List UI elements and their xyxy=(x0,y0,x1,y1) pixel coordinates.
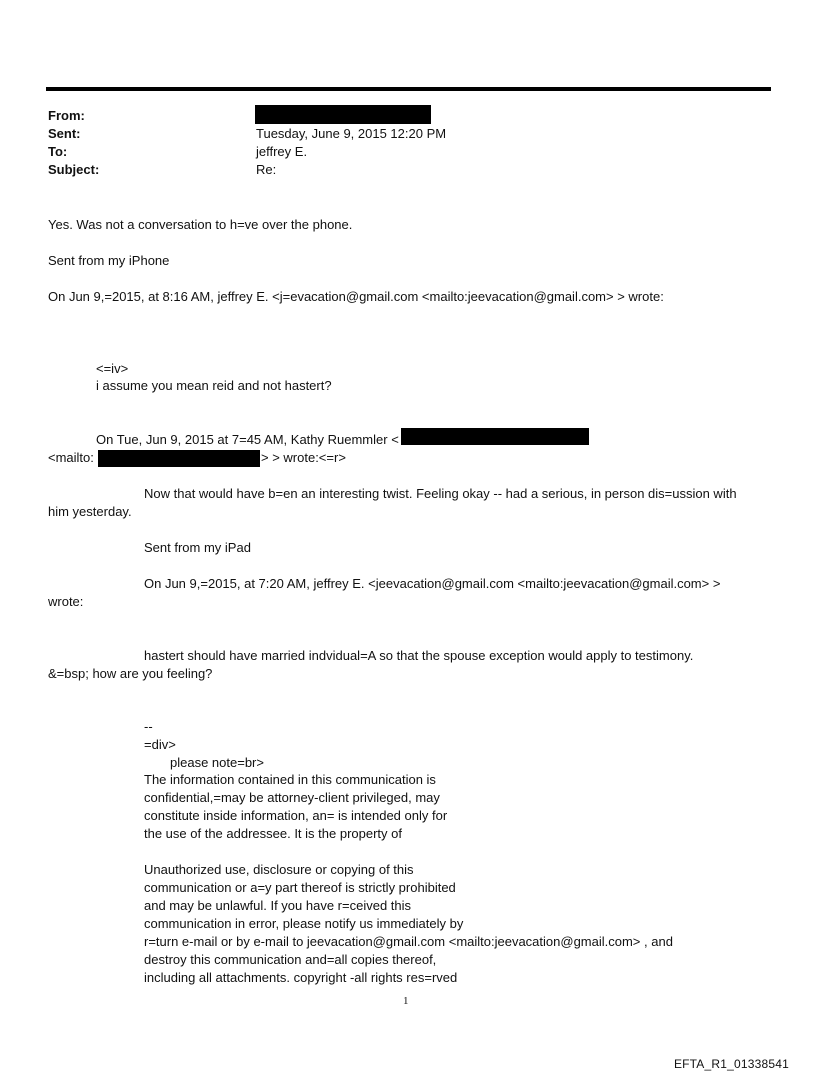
mailto-suffix: > > wrote:<=r> xyxy=(261,450,346,465)
original-message-line2: &=bsp; how are you feeling? xyxy=(48,666,213,681)
header-rule xyxy=(46,87,771,91)
disclaimer-line: destroy this communication and=all copies thereof, xyxy=(144,952,437,967)
to-value: jeffrey E. xyxy=(256,144,308,159)
div-fragment: <=iv> xyxy=(96,361,129,376)
from-label: From: xyxy=(48,108,85,123)
email-redaction-2 xyxy=(98,450,260,467)
sent-value: Tuesday, June 9, 2015 12:20 PM xyxy=(256,126,447,141)
ipad-signature: Sent from my iPad xyxy=(144,540,251,555)
quoted-reply-line2: him yesterday. xyxy=(48,504,132,519)
quoted-question: i assume you mean reid and not hastert? xyxy=(96,378,332,393)
email-redaction-1 xyxy=(401,428,589,445)
disclaimer-line: the use of the addressee. It is the property of xyxy=(144,826,402,841)
div-fragment-2: =div> xyxy=(144,737,176,752)
disclaimer-line: and may be unlawful. If you have r=ceived this xyxy=(144,898,412,913)
disclaimer-line: The information contained in this communication is xyxy=(144,772,436,787)
quote-header-2: On Tue, Jun 9, 2015 at 7=45 AM, Kathy Ruemmler < xyxy=(96,432,399,447)
page-number: 1 xyxy=(403,995,409,1007)
quote-header-1: On Jun 9,=2015, at 8:16 AM, jeffrey E. <j=evacation@gmail.com <mailto:jeevacation@gmail.com> > wrote: xyxy=(48,289,664,304)
subject-value: Re: xyxy=(256,162,277,177)
original-message-line1: hastert should have married indvidual=A so that the spouse exception would apply to testimony. xyxy=(144,648,694,663)
quote-header-3: On Jun 9,=2015, at 7:20 AM, jeffrey E. <jeevacation@gmail.com <mailto:jeevacation@gmail.com> > xyxy=(144,576,721,591)
signature-separator: -- xyxy=(144,719,153,734)
disclaimer-line: constitute inside information, an= is intended only for xyxy=(144,808,448,823)
iphone-signature: Sent from my iPhone xyxy=(48,253,170,268)
bates-number: EFTA_R1_01338541 xyxy=(673,1057,789,1071)
disclaimer-line: confidential,=may be attorney-client privileged, may xyxy=(144,790,440,805)
disclaimer-line: communication in error, please notify us immediately by xyxy=(144,916,464,931)
please-note: please note=br> xyxy=(170,755,264,770)
quoted-reply-line1: Now that would have b=en an interesting twist. Feeling okay -- had a serious, in person dis=ussion with xyxy=(144,486,737,501)
disclaimer-line: communication or a=y part thereof is strictly prohibited xyxy=(144,880,456,895)
from-redaction xyxy=(255,105,431,124)
quote-header-3-wrap: wrote: xyxy=(48,594,84,609)
to-label: To: xyxy=(48,144,68,159)
disclaimer-line: Unauthorized use, disclosure or copying of this xyxy=(144,862,414,877)
subject-label: Subject: xyxy=(48,162,100,177)
disclaimer-line: r=turn e-mail or by e-mail to jeevacation@gmail.com <mailto:jeevacation@gmail.com> , and xyxy=(144,934,673,949)
mailto-prefix: <mailto: xyxy=(48,450,94,465)
sent-label: Sent: xyxy=(48,126,81,141)
reply-line: Yes. Was not a conversation to h=ve over the phone. xyxy=(48,217,353,232)
disclaimer-line: including all attachments. copyright -all rights res=rved xyxy=(144,970,458,985)
